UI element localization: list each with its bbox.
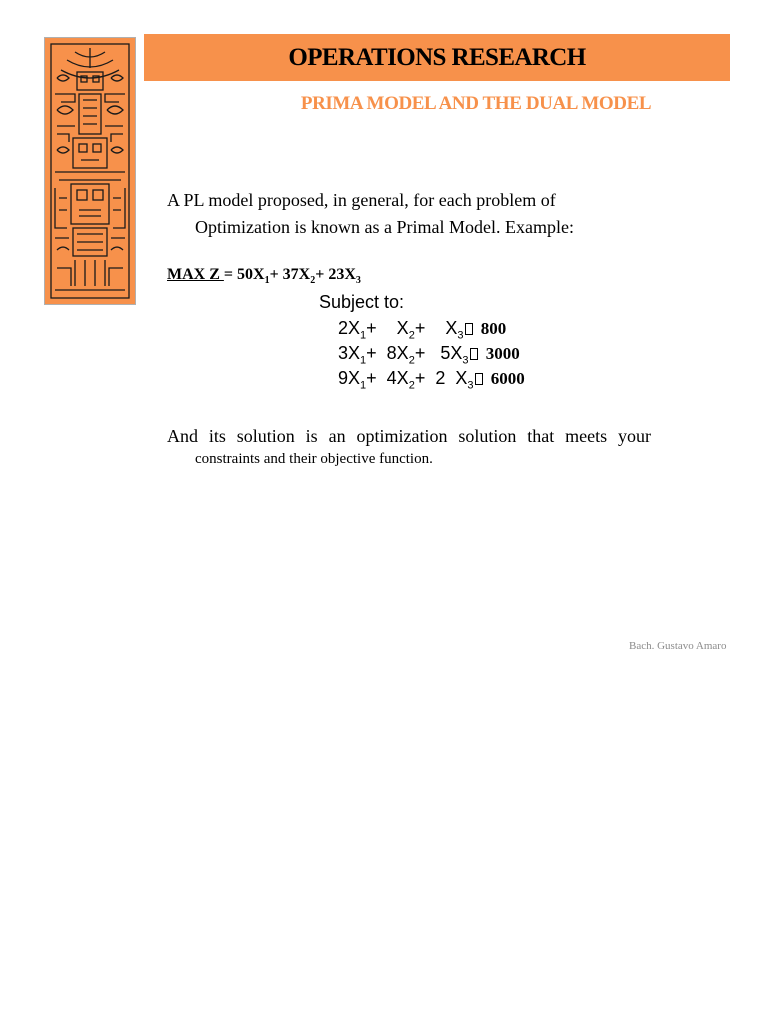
subject-to-label: Subject to: — [319, 292, 405, 312]
subscript: 2 — [408, 329, 415, 342]
subscript: 2 — [408, 379, 415, 392]
subscript: 1 — [360, 354, 367, 367]
missing-glyph-icon — [470, 348, 478, 360]
constraint-rhs: 3000 — [481, 344, 520, 363]
subscript: 1 — [360, 379, 367, 392]
constraint-term: 9X — [338, 368, 361, 388]
constraint-term: 2X — [338, 318, 361, 338]
constraint-1 — [338, 318, 506, 342]
constraint-rhs: 6000 — [486, 369, 525, 388]
constraint-rhs: 800 — [476, 319, 507, 338]
intro-line-2: Optimization is known as a Primal Model. Example: — [195, 217, 574, 237]
constraint-term: + 2 X — [414, 368, 468, 388]
subscript: 1 — [360, 329, 367, 342]
constraint-term: 3X — [338, 343, 361, 363]
objective-function — [167, 266, 361, 286]
subscript: 3 — [457, 329, 464, 342]
constraint-term: + X — [366, 318, 409, 338]
objective-term-3: + 23X — [315, 266, 356, 283]
constraint-term: + 4X — [366, 368, 409, 388]
andean-idol-carving-icon — [44, 37, 136, 305]
constraint-term: + X — [414, 318, 458, 338]
subscript: 3 — [355, 275, 361, 287]
subscript: 2 — [310, 275, 316, 287]
subscript: 3 — [462, 354, 469, 367]
intro-line-1: A PL model proposed, in general, for each problem of — [167, 190, 556, 210]
subscript: 3 — [467, 379, 474, 392]
subscript: 1 — [264, 275, 270, 287]
author-footer: Bach. Gustavo Amaro — [629, 640, 727, 652]
solution-line-2: constraints and their objective function. — [195, 451, 433, 467]
solution-line-1: And its solution is an optimization solution that meets your — [167, 426, 651, 446]
page-subtitle: PRIMA MODEL AND THE DUAL MODEL — [300, 93, 652, 114]
constraint-3 — [338, 368, 525, 392]
constraint-term: + 8X — [366, 343, 409, 363]
page-title: OPERATIONS RESEARCH — [288, 44, 586, 71]
objective-term-1: = 50X — [223, 266, 265, 283]
subscript: 2 — [408, 354, 415, 367]
objective-label: MAX Z — [167, 266, 224, 283]
missing-glyph-icon — [475, 373, 483, 385]
objective-term-2: + 37X — [269, 266, 311, 283]
constraint-term: + 5X — [414, 343, 463, 363]
constraint-2 — [338, 343, 520, 367]
missing-glyph-icon — [465, 323, 473, 335]
